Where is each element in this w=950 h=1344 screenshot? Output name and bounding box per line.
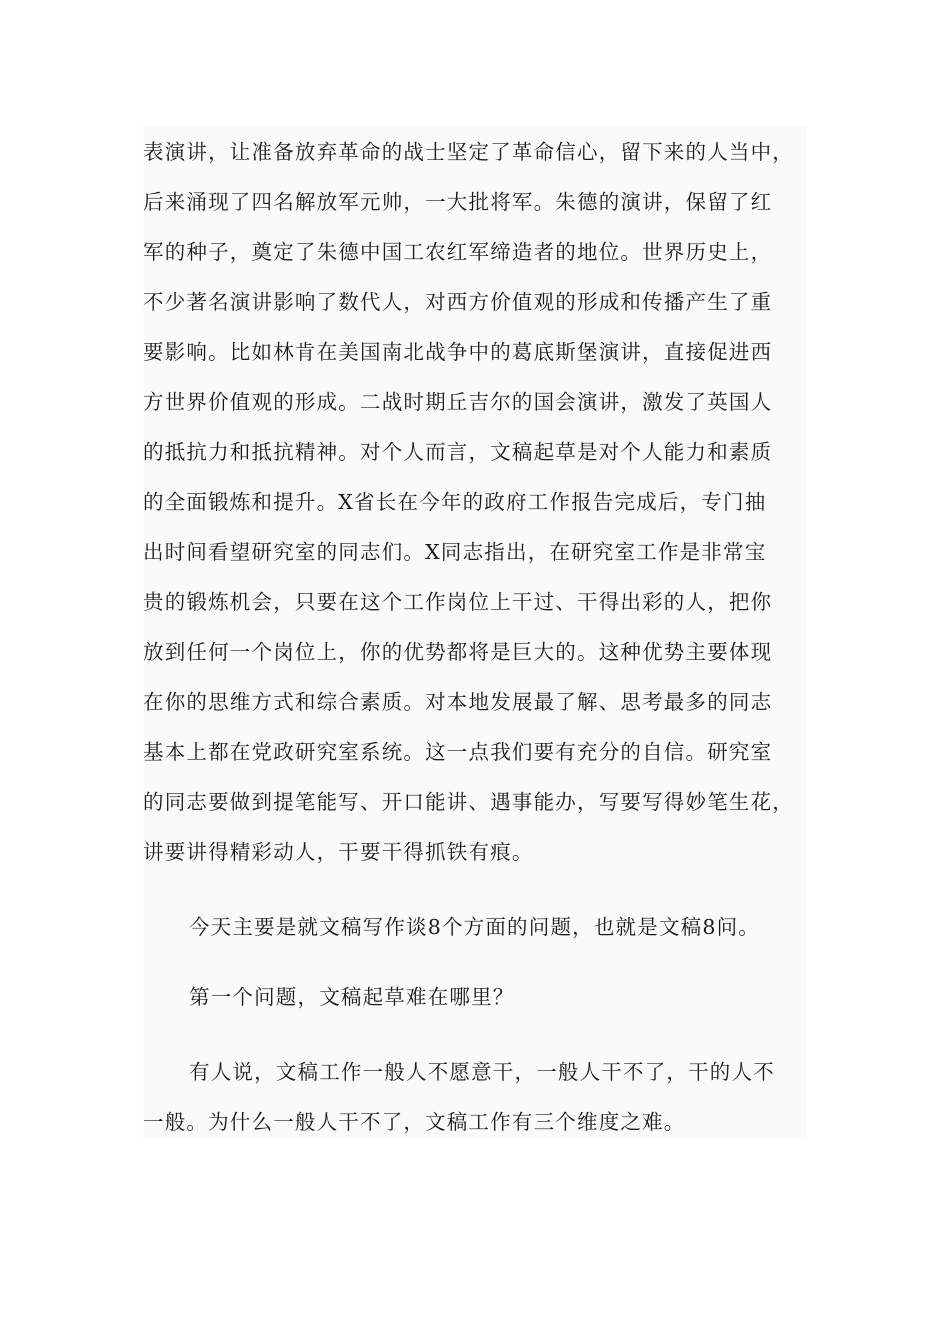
paragraph-2 <box>143 902 807 952</box>
paragraph-line: 后来涌现了四名解放军元帅，一大批将军。朱德的演讲，保留了红 <box>143 190 773 214</box>
section-question: 第一个问题，文稿起草难在哪里？ <box>189 985 515 1009</box>
paragraph-spacer <box>143 877 807 902</box>
paragraph-line: 基本上都在党政研究室系统。这一点我们要有充分的自信。研究室 <box>143 740 773 764</box>
paragraph-line: 放到任何一个岗位上，你的优势都将是巨大的。这种优势主要体现 <box>143 640 773 664</box>
paragraph-spacer <box>143 1022 807 1047</box>
document-text-area <box>143 125 807 1137</box>
paragraph-line: 出时间看望研究室的同志们。X同志指出，在研究室工作是非常宝 <box>143 540 767 564</box>
paragraph-line: 不少著名演讲影响了数代人，对西方价值观的形成和传播产生了重 <box>143 290 773 314</box>
paragraph-line: 的同志要做到提笔能写、开口能讲、遇事能办，写要写得妙笔生花， <box>143 790 794 814</box>
paragraph-spacer <box>143 952 807 972</box>
paragraph-line: 有人说，文稿工作一般人不愿意干，一般人干不了，干的人不 <box>189 1060 775 1084</box>
paragraph-line: 今天主要是就文稿写作谈8个方面的问题，也就是文稿8问。 <box>189 915 760 939</box>
paragraph-line: 要影响。比如林肯在美国南北战争中的葛底斯堡演讲，直接促进西 <box>143 340 773 364</box>
paragraph-1 <box>143 125 807 877</box>
paragraph-line: 在你的思维方式和综合素质。对本地发展最了解、思考最多的同志 <box>143 690 773 714</box>
paragraph-line: 表演讲，让准备放弃革命的战士坚定了革命信心，留下来的人当中， <box>143 140 794 164</box>
paragraph-line: 讲要讲得精彩动人，干要干得抓铁有痕。 <box>143 840 534 864</box>
paragraph-3-heading <box>143 972 807 1022</box>
paragraph-line: 的抵抗力和抵抗精神。对个人而言，文稿起草是对个人能力和素质 <box>143 440 773 464</box>
paragraph-line: 贵的锻炼机会，只要在这个工作岗位上干过、干得出彩的人，把你 <box>143 590 773 614</box>
paragraph-line: 方世界价值观的形成。二战时期丘吉尔的国会演讲，激发了英国人 <box>143 390 773 414</box>
paragraph-line: 的全面锻炼和提升。X省长在今年的政府工作报告完成后，专门抽 <box>143 490 767 514</box>
paragraph-line: 一般。为什么一般人干不了，文稿工作有三个维度之难。 <box>143 1110 686 1134</box>
paragraph-line: 军的种子，奠定了朱德中国工农红军缔造者的地位。世界历史上， <box>143 240 773 264</box>
paragraph-4 <box>143 1047 807 1147</box>
